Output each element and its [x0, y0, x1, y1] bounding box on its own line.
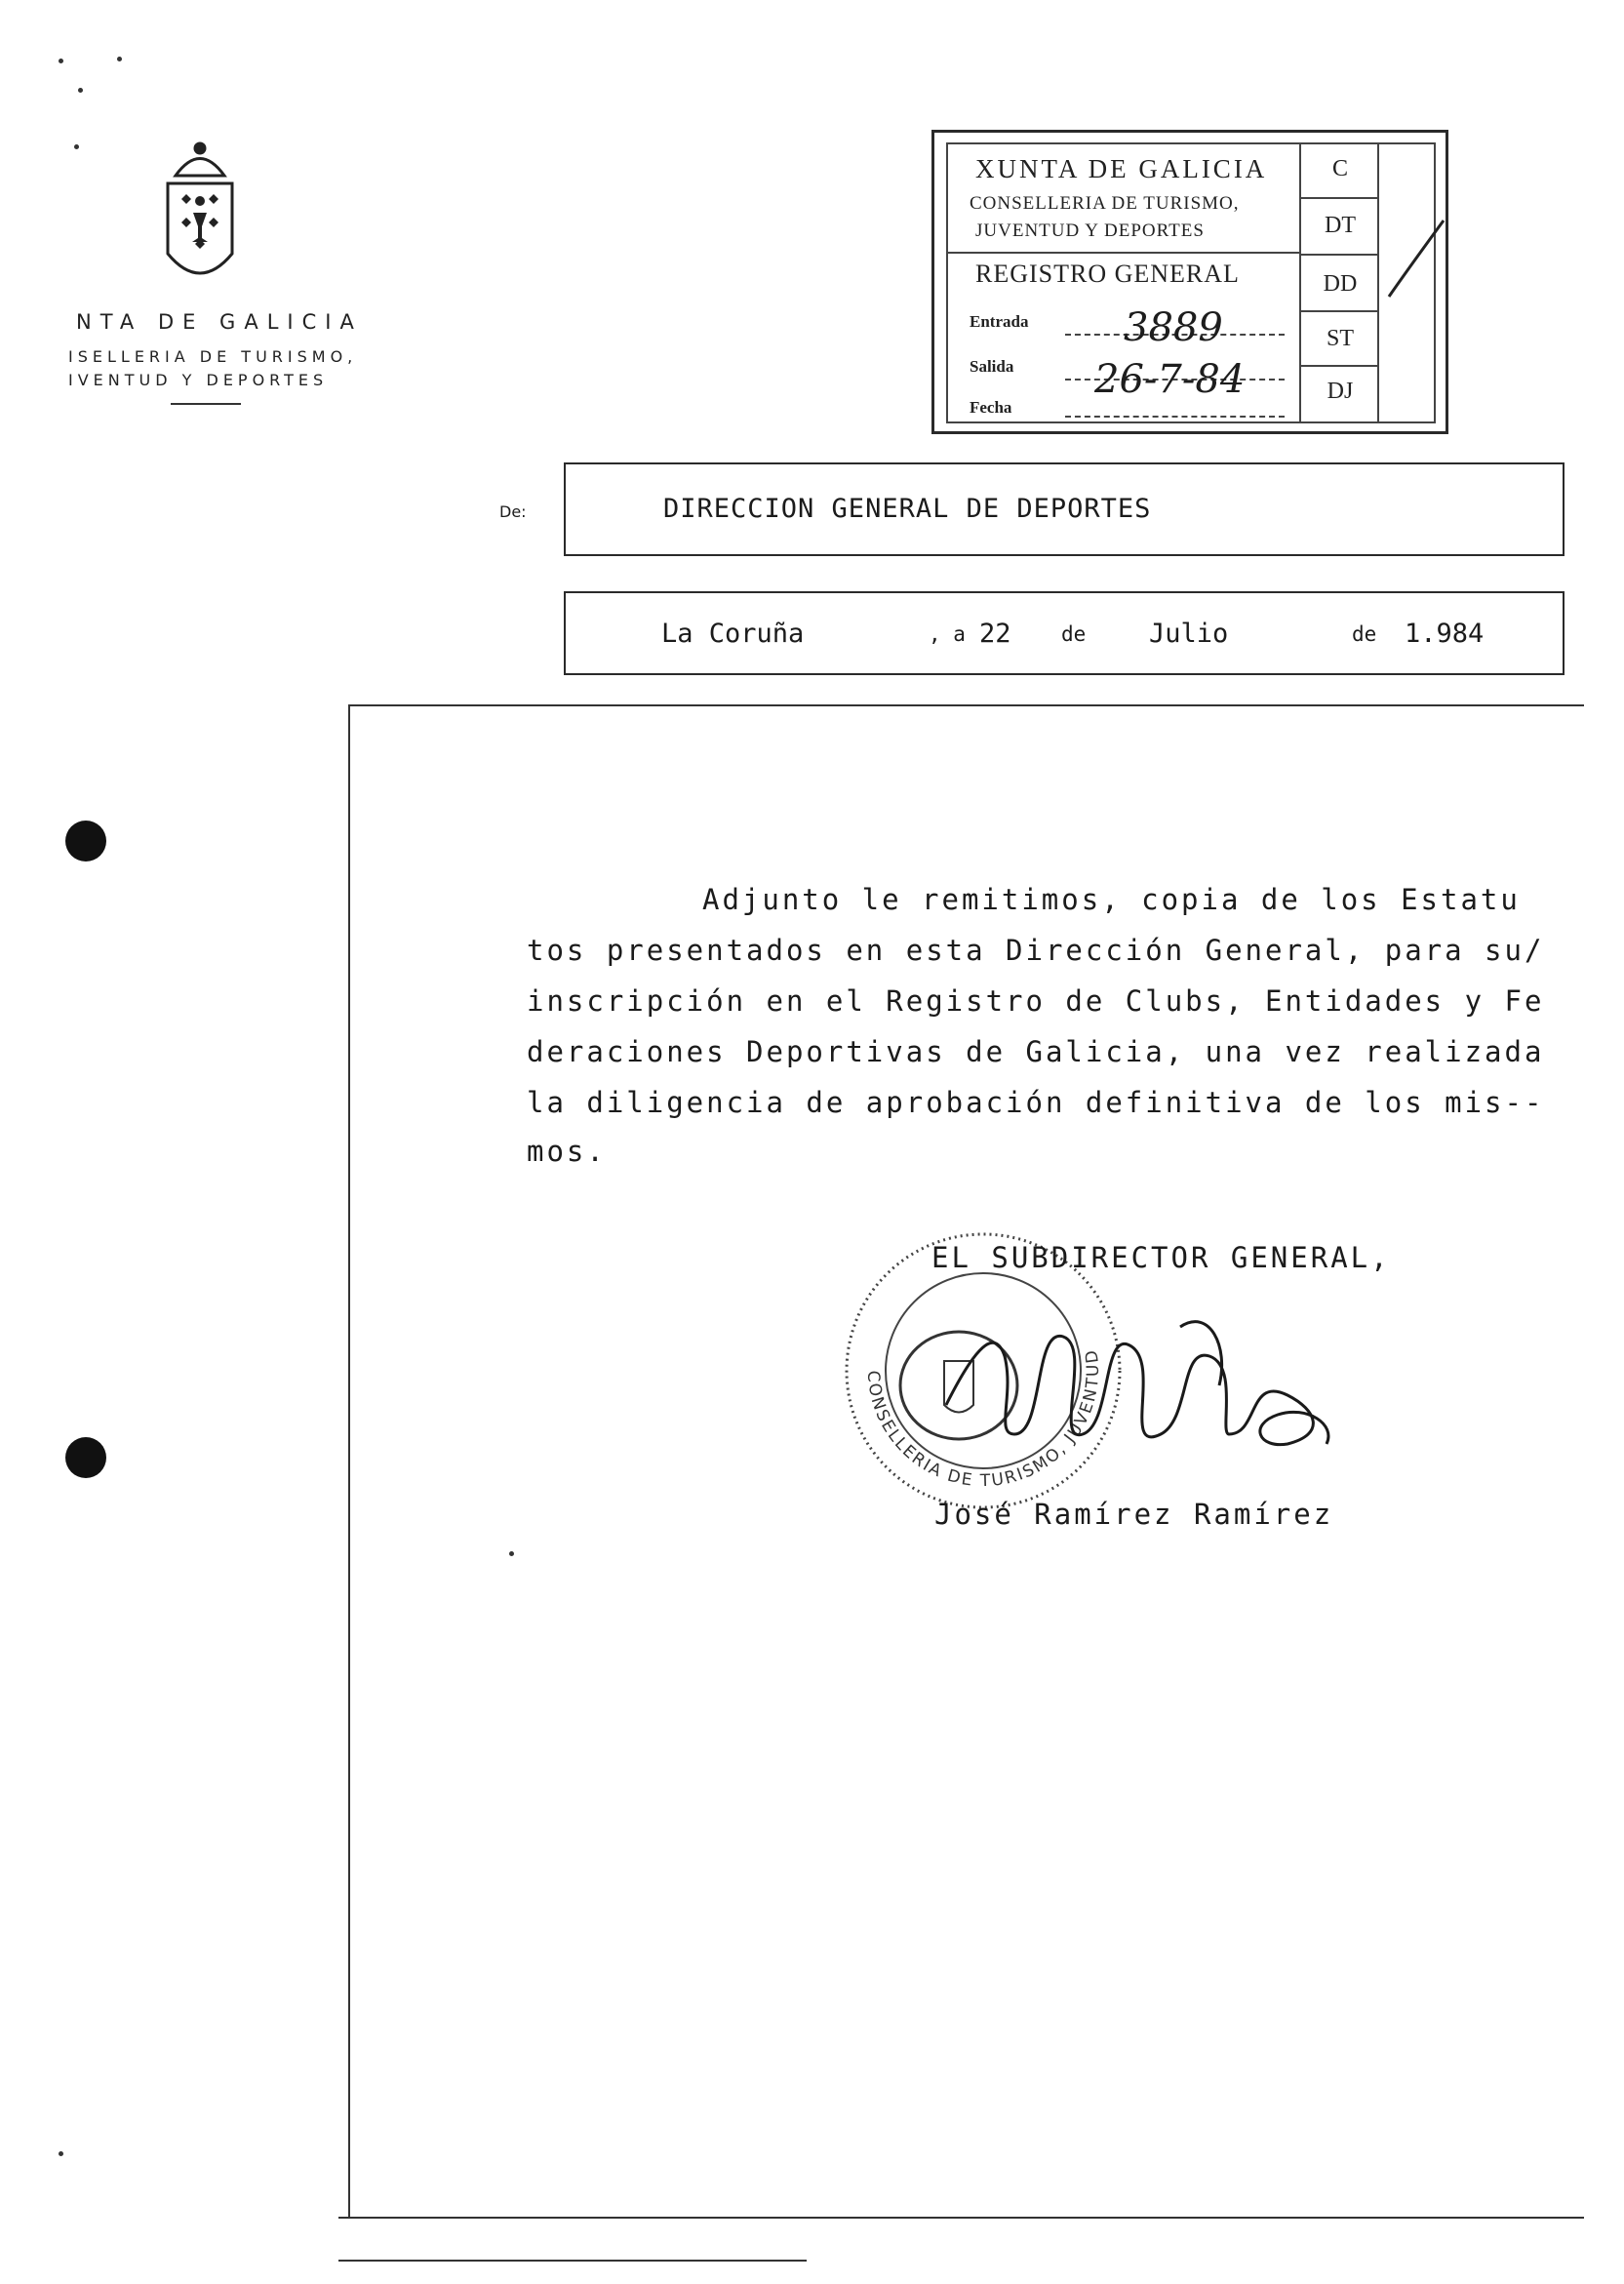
scan-speck [59, 2151, 63, 2156]
date-de-label: de [1352, 622, 1377, 646]
from-label: De: [499, 502, 527, 521]
scan-speck [509, 1551, 514, 1556]
handwritten-signature-icon [936, 1288, 1346, 1463]
stamp-register-title: REGISTRO GENERAL [975, 260, 1240, 288]
stamp-divider [948, 252, 1299, 254]
galicia-coat-of-arms-icon [156, 137, 244, 298]
punch-hole [65, 821, 106, 862]
letterhead-organization: NTA DE GALICIA [76, 310, 363, 334]
body-frame-top [348, 704, 1584, 706]
seal-text: CONSELLERIA DE TURISMO, JUVENTUD [862, 1346, 1104, 1492]
body-frame-bottom [338, 2217, 1584, 2219]
body-line: deraciones Deportivas de Galicia, una vez realizada [527, 1035, 1545, 1068]
date-a-label: , a [929, 622, 966, 646]
body-line: tos presentados en esta Dirección General, para su/ [527, 934, 1545, 967]
from-value: DIRECCION GENERAL DE DEPORTES [663, 494, 1152, 524]
letterhead-divider [171, 403, 241, 405]
body-line: la diligencia de aprobación definitiva de los mis-- [527, 1086, 1545, 1119]
date-day: 22 [979, 619, 1011, 649]
body-line: inscripción en el Registro de Clubs, Entidades y Fe [527, 984, 1545, 1018]
scan-speck [59, 59, 63, 63]
stamp-fecha-line [1065, 416, 1285, 418]
stamp-cell-column [1301, 144, 1379, 421]
stamp-department: JUVENTUD Y DEPORTES [975, 220, 1205, 241]
body-frame-left [348, 704, 350, 2217]
stamp-title: XUNTA DE GALICIA [975, 154, 1268, 183]
signatory-name: José Ramírez Ramírez [934, 1498, 1334, 1531]
registry-stamp-frame [946, 142, 1436, 423]
date-place: La Coruña [661, 619, 805, 649]
stamp-entrada-label: Entrada [970, 312, 1029, 331]
date-box [564, 591, 1565, 675]
stamp-cell-divider [1301, 310, 1379, 312]
body-frame-bottom [338, 2260, 807, 2262]
date-month: Julio [1149, 619, 1229, 649]
stamp-fecha-label: Fecha [970, 398, 1012, 417]
stamp-cell: DT [1325, 213, 1356, 238]
stamp-registry-date: 26-7-84 [1094, 357, 1246, 402]
stamp-registry-number: 3889 [1124, 305, 1223, 350]
letterhead-department: IVENTUD Y DEPORTES [68, 371, 329, 389]
stamp-cell: ST [1326, 326, 1354, 351]
from-box [564, 462, 1565, 556]
stamp-salida-label: Salida [970, 357, 1014, 376]
date-year: 1.984 [1405, 619, 1485, 649]
stamp-cell-divider [1301, 197, 1379, 199]
scan-speck [117, 57, 122, 61]
body-line: Adjunto le remitimos, copia de los Estatu [702, 883, 1521, 916]
date-de-label: de [1061, 622, 1087, 646]
stamp-cell-divider [1301, 365, 1379, 367]
registry-stamp [931, 130, 1448, 434]
signatory-title: EL SUBDIRECTOR GENERAL, [931, 1241, 1391, 1274]
scan-speck [78, 88, 83, 93]
letterhead-department: ISELLERIA DE TURISMO, [68, 347, 358, 366]
body-line: mos. [527, 1135, 607, 1168]
stamp-department: CONSELLERIA DE TURISMO, [970, 193, 1240, 214]
stamp-cell-divider [1301, 254, 1379, 256]
punch-hole [65, 1437, 106, 1478]
stamp-cell: DD [1323, 271, 1358, 297]
scan-speck [74, 144, 79, 149]
stamp-cell: DJ [1327, 379, 1354, 404]
stamp-cell: C [1331, 156, 1348, 181]
handwritten-check-mark-icon [1387, 213, 1446, 301]
